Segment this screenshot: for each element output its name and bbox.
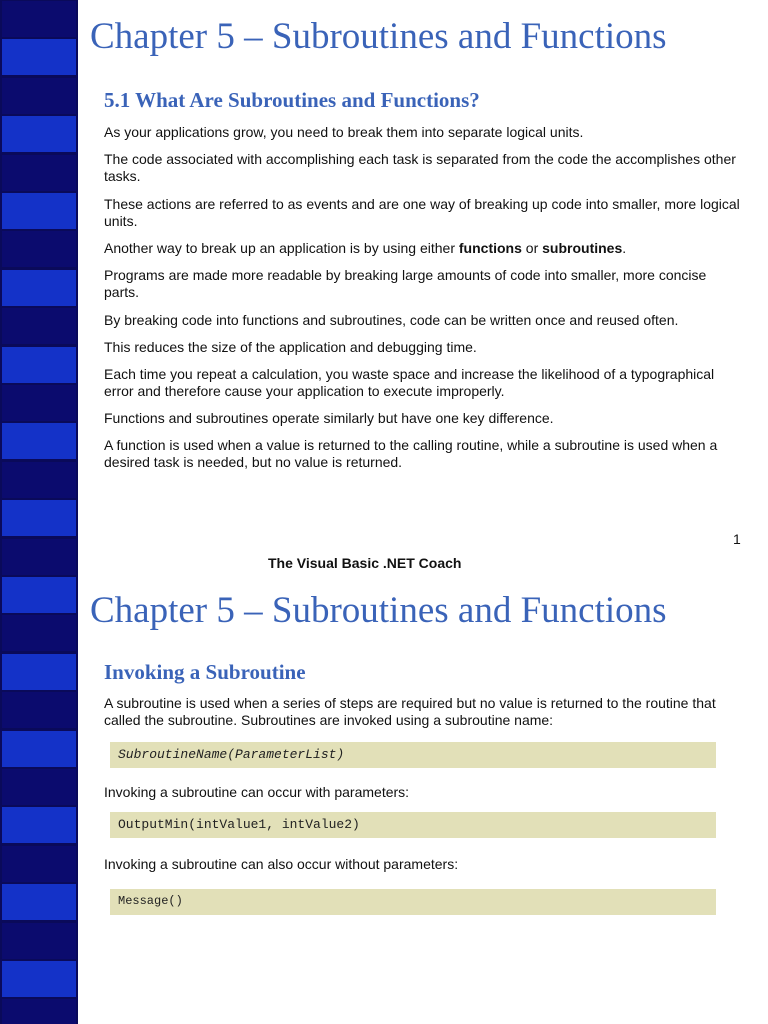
sidebar-block	[2, 39, 76, 75]
sidebar-block	[2, 999, 76, 1024]
paragraph: Each time you repeat a calculation, you waste space and increase the likelihood of a typographical error and therefore cause your application to execute improperly.	[104, 366, 715, 399]
paragraph: A subroutine is used when a series of steps are required but no value is returned to the routine that called the subroutine. Subroutines are invoked using a subroutine name:	[104, 695, 716, 728]
sidebar-block	[2, 846, 76, 882]
sidebar-block	[2, 769, 76, 805]
code-block	[110, 812, 716, 838]
sidebar-block	[2, 961, 76, 997]
bold-term-subroutines: subroutines	[542, 240, 623, 256]
sidebar-block	[2, 270, 76, 306]
footer-text: The Visual Basic .NET Coach	[268, 555, 462, 571]
sidebar-block	[2, 462, 76, 498]
section-title-1: 5.1 What Are Subroutines and Functions?	[104, 88, 480, 112]
paragraph: By breaking code into functions and subroutines, code can be written once and reused often.	[104, 312, 679, 328]
code-block	[110, 889, 716, 915]
sidebar-block	[2, 116, 76, 152]
code-text: OutputMin(intValue1, intValue2)	[118, 817, 360, 832]
bold-term-functions: functions	[458, 240, 522, 256]
sidebar-block	[2, 193, 76, 229]
code-text: SubroutineName(ParameterList)	[118, 747, 345, 762]
paragraph: The code associated with accomplishing each task is separated from the code the accomplishes other tasks.	[104, 151, 736, 184]
sidebar-block	[2, 654, 76, 690]
paragraph-text: .	[622, 240, 627, 256]
sidebar-block	[2, 731, 76, 767]
sidebar-block	[2, 423, 76, 459]
sidebar-block	[2, 577, 76, 613]
sidebar-block	[2, 1, 76, 37]
paragraph: Programs are made more readable by breaking large amounts of code into smaller, more concise parts.	[104, 267, 707, 300]
sidebar-block	[2, 155, 76, 191]
sidebar-block	[2, 308, 76, 344]
sidebar-block	[2, 500, 76, 536]
sidebar-block	[2, 78, 76, 114]
paragraph: This reduces the size of the application and debugging time.	[104, 339, 477, 355]
paragraph: Functions and subroutines operate similarly but have one key difference.	[104, 410, 554, 426]
paragraph: A function is used when a value is returned to the calling routine, while a subroutine is used when a desired task is needed, but no value is returned.	[104, 437, 718, 470]
sidebar-block	[2, 923, 76, 959]
paragraph	[104, 240, 740, 257]
decorative-sidebar	[0, 0, 78, 1024]
sidebar-block	[2, 807, 76, 843]
sidebar-block	[2, 347, 76, 383]
page-number: 1	[733, 531, 741, 547]
sidebar-block	[2, 884, 76, 920]
sidebar-block	[2, 692, 76, 728]
code-text: Message()	[118, 894, 183, 908]
paragraph: Invoking a subroutine can occur with parameters:	[104, 784, 410, 800]
paragraph: Invoking a subroutine can also occur without parameters:	[104, 856, 459, 872]
sidebar-block	[2, 385, 76, 421]
sidebar-block	[2, 615, 76, 651]
section-title-2: Invoking a Subroutine	[104, 660, 306, 684]
sidebar-block	[2, 231, 76, 267]
sidebar-block	[2, 539, 76, 575]
paragraph-text: or	[521, 240, 543, 256]
chapter-title-1: Chapter 5 – Subroutines and Functions	[90, 16, 667, 57]
paragraph: These actions are referred to as events and are one way of breaking up code into smaller, more logical units.	[104, 196, 740, 229]
code-block	[110, 742, 716, 768]
paragraph: As your applications grow, you need to break them into separate logical units.	[104, 124, 584, 140]
chapter-title-2: Chapter 5 – Subroutines and Functions	[90, 590, 667, 631]
paragraph-text: Another way to break up an application is by using either	[104, 240, 459, 256]
